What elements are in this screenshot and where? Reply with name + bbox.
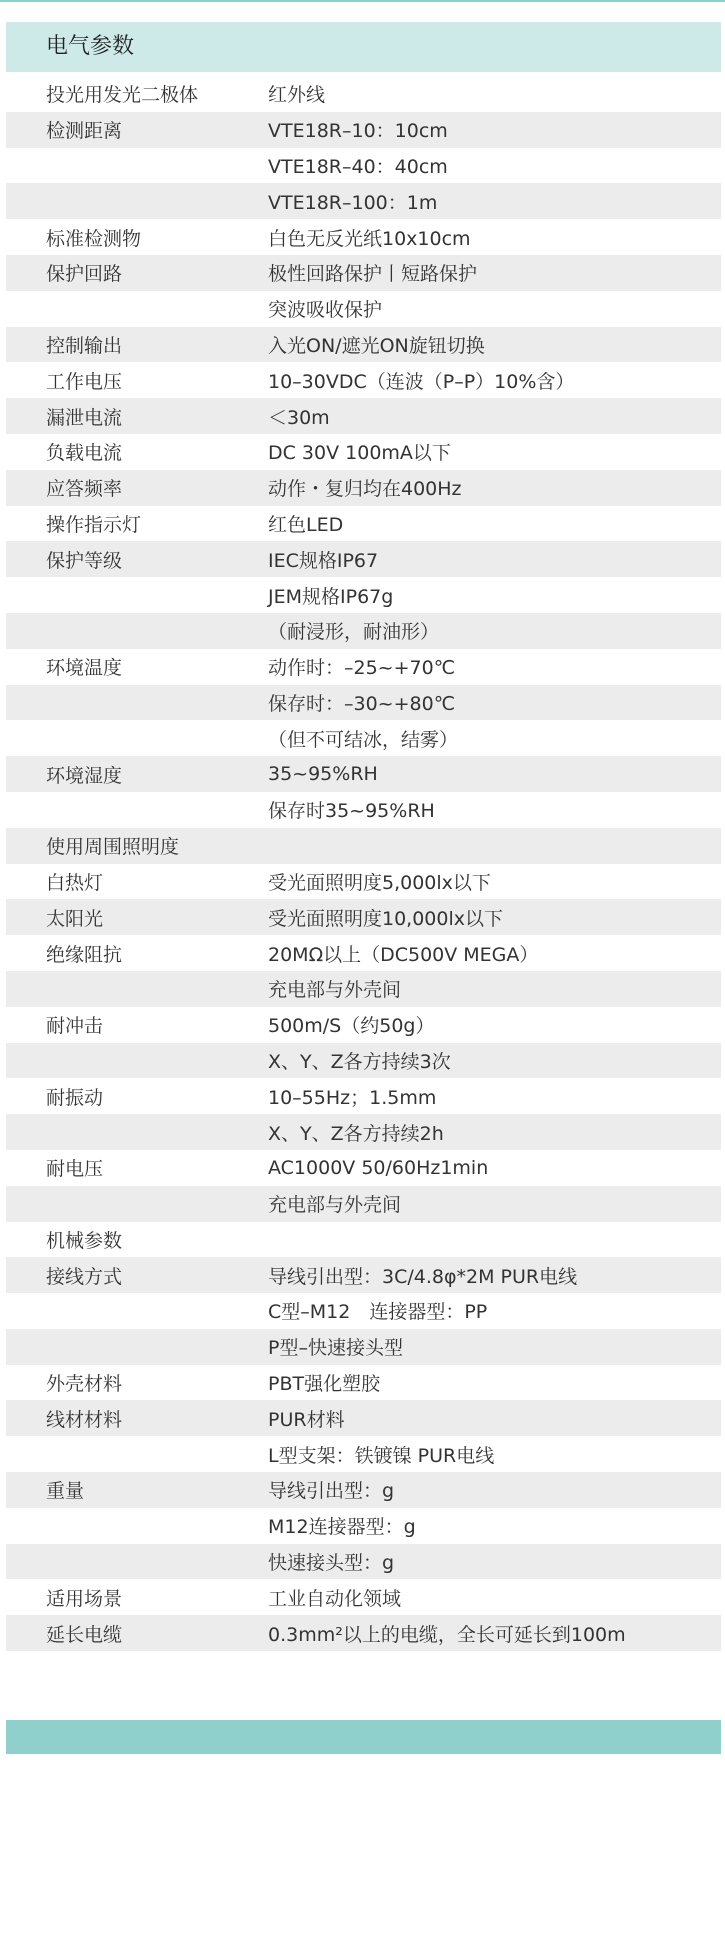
param-value: 入光ON/遮光ON旋钮切换 <box>268 334 485 357</box>
table-row <box>6 1400 721 1436</box>
table-row <box>6 1257 721 1293</box>
table-row <box>6 1579 721 1615</box>
table-row <box>6 1043 721 1079</box>
param-label: 机械参数 <box>46 1229 123 1252</box>
param-value: 动作时：–25~+70℃ <box>268 657 456 680</box>
param-label: 延长电缆 <box>46 1623 123 1646</box>
param-label: 耐冲击 <box>46 1015 104 1038</box>
section-title: 电气参数 <box>46 34 135 59</box>
param-label: 应答频率 <box>46 478 123 501</box>
table-row <box>6 971 721 1007</box>
param-value: JEM规格IP67g <box>268 585 394 608</box>
param-value: 充电部与外壳间 <box>268 979 402 1002</box>
table-row <box>6 685 721 721</box>
param-label: 环境湿度 <box>46 764 123 787</box>
param-value: L型支架：铁镀镍 PUR电线 <box>268 1444 495 1467</box>
param-value: 0.3mm²以上的电缆，全长可延长到100m <box>268 1623 626 1646</box>
table-row <box>6 255 721 291</box>
param-label: 环境温度 <box>46 657 123 680</box>
param-value: 500m/S（约50g） <box>268 1015 435 1038</box>
table-row <box>6 1651 721 1687</box>
table-row <box>6 76 721 112</box>
table-row <box>6 649 721 685</box>
table-row <box>6 183 721 219</box>
param-value: M12连接器型：g <box>268 1516 416 1539</box>
param-value: 保存时：–30~+80℃ <box>268 692 456 715</box>
table-row <box>6 1436 721 1472</box>
table-row <box>6 1365 721 1401</box>
section-header <box>6 22 721 72</box>
spec-table <box>6 76 721 1687</box>
table-row <box>6 1078 721 1114</box>
table-row <box>6 148 721 184</box>
param-value: P型–快速接头型 <box>268 1337 403 1360</box>
param-label: 漏泄电流 <box>46 406 123 429</box>
param-value: 突波吸收保护 <box>268 299 383 322</box>
param-value: 10–30VDC（连波（P–P）10%含） <box>268 370 575 393</box>
param-label: 保护等级 <box>46 549 123 572</box>
table-row <box>6 1329 721 1365</box>
param-label: 接线方式 <box>46 1265 123 1288</box>
table-row <box>6 1114 721 1150</box>
param-label: 保护回路 <box>46 263 123 286</box>
param-value: 充电部与外壳间 <box>268 1194 402 1217</box>
param-value: PUR材料 <box>268 1408 345 1431</box>
param-value: 20MΩ以上（DC500V MEGA） <box>268 943 539 966</box>
param-label: 耐电压 <box>46 1158 104 1181</box>
param-value: 受光面照明度5,000lx以下 <box>268 871 491 894</box>
param-label: 投光用发光二极体 <box>46 84 199 107</box>
param-value: （耐浸形，耐油形） <box>268 621 440 644</box>
param-label: 绝缘阻抗 <box>46 943 123 966</box>
param-value: 白色无反光纸10x10cm <box>268 227 471 250</box>
param-value: DC 30V 100mA以下 <box>268 442 451 465</box>
table-row <box>6 1472 721 1508</box>
table-row <box>6 1544 721 1580</box>
table-row <box>6 756 721 792</box>
bottom-accent-bar <box>6 1720 721 1754</box>
param-value: 保存时35~95%RH <box>268 800 435 823</box>
table-row <box>6 613 721 649</box>
table-row <box>6 506 721 542</box>
param-label: 外壳材料 <box>46 1373 123 1396</box>
table-row <box>6 112 721 148</box>
param-value: X、Y、Z各方持续2h <box>268 1122 444 1145</box>
table-row <box>6 362 721 398</box>
param-value: VTE18R–10：10cm <box>268 120 448 143</box>
param-label: 检测距离 <box>46 120 123 143</box>
table-row <box>6 1293 721 1329</box>
param-label: 太阳光 <box>46 907 104 930</box>
param-label: 标准检测物 <box>46 227 142 250</box>
param-label: 工作电压 <box>46 370 123 393</box>
table-row <box>6 541 721 577</box>
param-value: C型–M12 连接器型：PP <box>268 1301 488 1324</box>
table-row <box>6 828 721 864</box>
param-label: 耐振动 <box>46 1086 104 1109</box>
table-row <box>6 577 721 613</box>
param-label: 白热灯 <box>46 871 104 894</box>
table-row <box>6 470 721 506</box>
table-row <box>6 864 721 900</box>
param-value: 红色LED <box>268 513 344 536</box>
param-value: 10–55Hz；1.5mm <box>268 1086 437 1109</box>
param-value: 工业自动化领域 <box>268 1587 402 1610</box>
param-value: AC1000V 50/60Hz1min <box>268 1156 489 1179</box>
param-label: 适用场景 <box>46 1587 123 1610</box>
table-row <box>6 1186 721 1222</box>
table-row <box>6 935 721 971</box>
param-value: 受光面照明度10,000lx以下 <box>268 907 504 930</box>
table-row <box>6 1222 721 1258</box>
table-row <box>6 720 721 756</box>
param-value: 35~95%RH <box>268 763 378 786</box>
param-value: PBT强化塑胶 <box>268 1373 381 1396</box>
param-label: 负载电流 <box>46 442 123 465</box>
param-label: 重量 <box>46 1480 85 1503</box>
param-label: 操作指示灯 <box>46 513 142 536</box>
table-row <box>6 792 721 828</box>
param-value: 极性回路保护丨短路保护 <box>268 263 478 286</box>
table-row <box>6 434 721 470</box>
table-row <box>6 291 721 327</box>
param-value: ＜30m <box>268 406 330 429</box>
table-row <box>6 899 721 935</box>
param-value: 红外线 <box>268 84 326 107</box>
param-value: X、Y、Z各方持续3次 <box>268 1050 451 1073</box>
param-label: 使用周围照明度 <box>46 836 180 859</box>
table-row <box>6 327 721 363</box>
param-value: 快速接头型：g <box>268 1552 395 1575</box>
param-value: IEC规格IP67 <box>268 549 379 572</box>
table-row <box>6 1508 721 1544</box>
table-row <box>6 398 721 434</box>
top-accent-line <box>0 0 725 2</box>
table-row <box>6 1007 721 1043</box>
table-row <box>6 219 721 255</box>
param-value: VTE18R–100：1m <box>268 191 438 214</box>
param-value: 导线引出型：g <box>268 1480 395 1503</box>
table-row <box>6 1615 721 1651</box>
param-value: 动作・复归均在400Hz <box>268 478 462 501</box>
param-label: 控制输出 <box>46 334 123 357</box>
table-row <box>6 1150 721 1186</box>
param-label: 线材材料 <box>46 1408 123 1431</box>
param-value: （但不可结冰，结雾） <box>268 728 459 751</box>
param-value: VTE18R–40：40cm <box>268 155 448 178</box>
param-value: 导线引出型：3C/4.8φ*2M PUR电线 <box>268 1265 578 1288</box>
